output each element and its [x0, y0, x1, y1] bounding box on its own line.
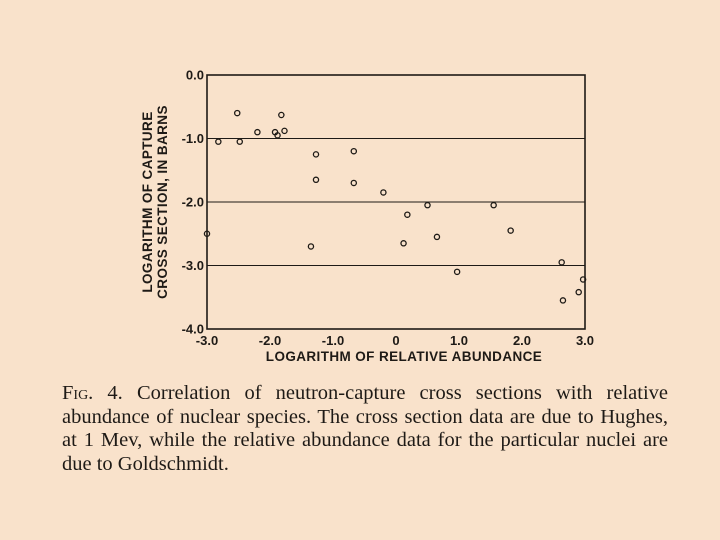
figure-label: Fig. 4.: [62, 382, 123, 404]
data-point-4: [255, 130, 260, 135]
y-tick-labels: [182, 68, 204, 337]
x-tick-label: 0: [392, 333, 400, 348]
y-tick-label: 0.0: [185, 67, 204, 83]
data-point-14: [381, 190, 386, 195]
data-point-11: [313, 177, 318, 182]
data-point-1: [216, 139, 221, 144]
data-point-8: [282, 128, 287, 133]
data-point-10: [313, 152, 318, 157]
data-points: [204, 111, 585, 304]
x-tick-labels: [196, 333, 594, 348]
x-tick-label: -3.0: [195, 333, 219, 348]
y-tick-label: -1.0: [181, 131, 204, 146]
figure-caption: [62, 382, 668, 476]
data-point-15: [401, 241, 406, 246]
data-point-21: [508, 228, 513, 233]
y-axis-title-line-2: CROSS SECTION, IN BARNS: [155, 105, 170, 299]
x-axis-title: LOGARITHM OF RELATIVE ABUNDANCE: [265, 349, 543, 364]
data-point-20: [491, 203, 496, 208]
y-axis-title: [140, 105, 170, 299]
grid-lines: [207, 75, 585, 329]
data-point-18: [434, 234, 439, 239]
data-point-9: [308, 244, 313, 249]
data-point-17: [425, 203, 430, 208]
y-tick-label: -2.0: [181, 194, 204, 210]
data-point-7: [279, 112, 284, 117]
x-tick-label: 1.0: [449, 333, 469, 348]
y-axis-title-line-1: LOGARITHM OF CAPTURE: [140, 111, 155, 293]
x-tick-label: 3.0: [575, 333, 595, 348]
caption-text: Correlation of neutron-capture cross sections with relative abundance of nuclear species. The cross section data are due to Hughes, at 1 Mev, while the relative abundance data for the particular nuclei are due to Goldschmidt.: [62, 382, 669, 475]
x-tick-label: -1.0: [321, 333, 345, 348]
data-point-22: [559, 260, 564, 265]
data-point-24: [576, 290, 581, 295]
data-point-13: [351, 180, 356, 185]
data-point-23: [560, 298, 565, 303]
y-tick-label: -3.0: [181, 258, 204, 273]
data-point-3: [237, 139, 242, 144]
x-tick-label: 2.0: [512, 333, 532, 348]
data-point-12: [351, 149, 356, 154]
data-point-16: [405, 212, 410, 217]
y-tick-label: -4.0: [181, 321, 204, 337]
data-point-19: [455, 269, 460, 274]
x-tick-label: -2.0: [258, 333, 282, 348]
data-point-2: [235, 111, 240, 116]
